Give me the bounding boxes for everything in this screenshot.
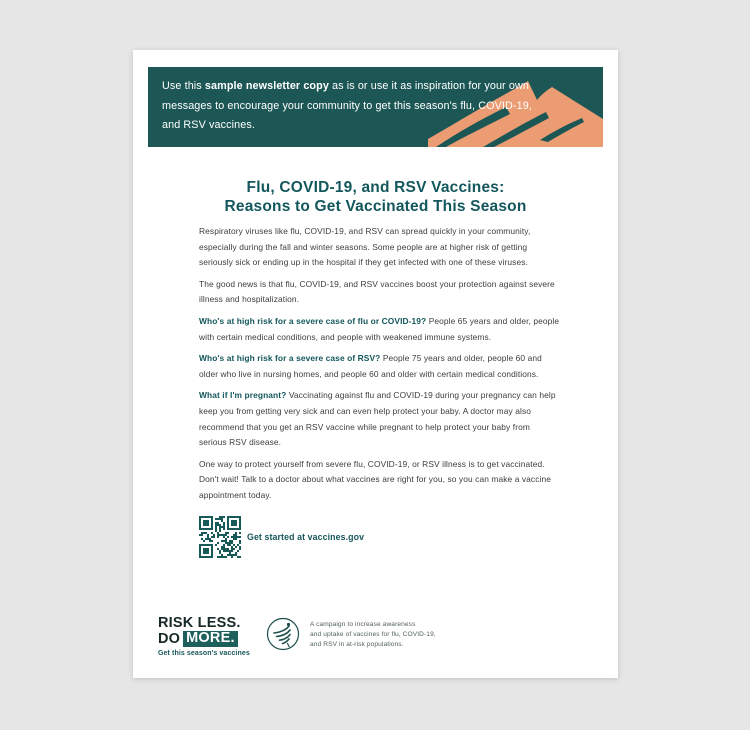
banner-text-after: as is or use it as inspiration for your own messages to encourage your community to get this season's flu, COVID-19, and RSV vaccines. <box>162 80 532 131</box>
brand-tagline: Get this season's vaccines <box>158 650 250 657</box>
brand-line1: RISK LESS. <box>158 615 241 631</box>
page-title-line2: Reasons to Get Vaccinated This Season <box>224 198 527 215</box>
brand-line2-boxed: MORE. <box>183 631 238 647</box>
campaign-line: and uptake of vaccines for flu, COVID-19, <box>310 631 436 638</box>
banner-text-bold: sample newsletter copy <box>204 80 329 92</box>
qr-code-icon <box>199 516 241 558</box>
footer <box>158 616 436 657</box>
risk-less-do-more-logo <box>158 616 266 657</box>
brand-line2-prefix: DO <box>158 630 181 647</box>
hhs-eagle-logo-icon <box>266 617 300 651</box>
cta-row <box>199 516 364 558</box>
body-paragraph <box>199 457 560 504</box>
body-paragraph <box>199 314 560 345</box>
body-paragraph <box>199 224 560 271</box>
body-paragraph <box>199 388 560 450</box>
paragraph-text: The good news is that flu, COVID-19, and RSV vaccines boost your protection against severe illness and hospitalization. <box>199 278 555 305</box>
vaccines-gov-link[interactable]: Get started at vaccines.gov <box>247 532 365 542</box>
instruction-banner <box>148 67 603 147</box>
page-title-line1: Flu, COVID-19, and RSV Vaccines: <box>246 179 505 196</box>
paragraph-text: People 75 years and older, people 60 and older who live in nursing homes, and people 60 and older with certain medical conditions. <box>199 353 542 379</box>
paragraph-text: Respiratory viruses like flu, COVID-19, and RSV can spread quickly in your community, especially during the fall and winter seasons. Some people are at higher risk of getting seriously sick or ending up in the hospital if they get infected with one of these viruses. <box>199 226 531 268</box>
paragraph-text: People 65 years and older, people with certain medical conditions, and people with weakened immune systems. <box>199 315 560 342</box>
body-paragraph <box>199 277 560 308</box>
body-copy <box>199 224 560 510</box>
campaign-line: and RSV in at-risk populations. <box>310 641 404 648</box>
paragraph-lead-in: Who's at high risk for a severe case of RSV? <box>199 353 383 364</box>
paragraph-lead-in: What if I'm pregnant? <box>199 390 289 401</box>
paragraph-text: Vaccinating against flu and COVID-19 during your pregnancy can help keep you from getting very sick and can even help protect your baby. A doctor may also recommend that you get an RSV vaccine while pregnant to help protect your baby from serious RSV disease. <box>199 390 556 448</box>
campaign-line: A campaign to increase awareness <box>310 621 416 628</box>
campaign-description <box>310 620 436 650</box>
body-paragraph <box>199 351 560 382</box>
banner-text <box>162 77 534 136</box>
page-title <box>133 178 618 216</box>
newsletter-page <box>133 50 618 678</box>
banner-text-before: Use this <box>162 80 205 92</box>
brand-line2 <box>158 631 266 647</box>
paragraph-text: One way to protect yourself from severe flu, COVID-19, or RSV illness is to get vaccinated. Don't wait! Talk to a doctor about what vaccines are right for you, so you can make a vaccine appointment today. <box>199 458 551 500</box>
paragraph-lead-in: Who's at high risk for a severe case of flu or COVID-19? <box>199 315 429 326</box>
